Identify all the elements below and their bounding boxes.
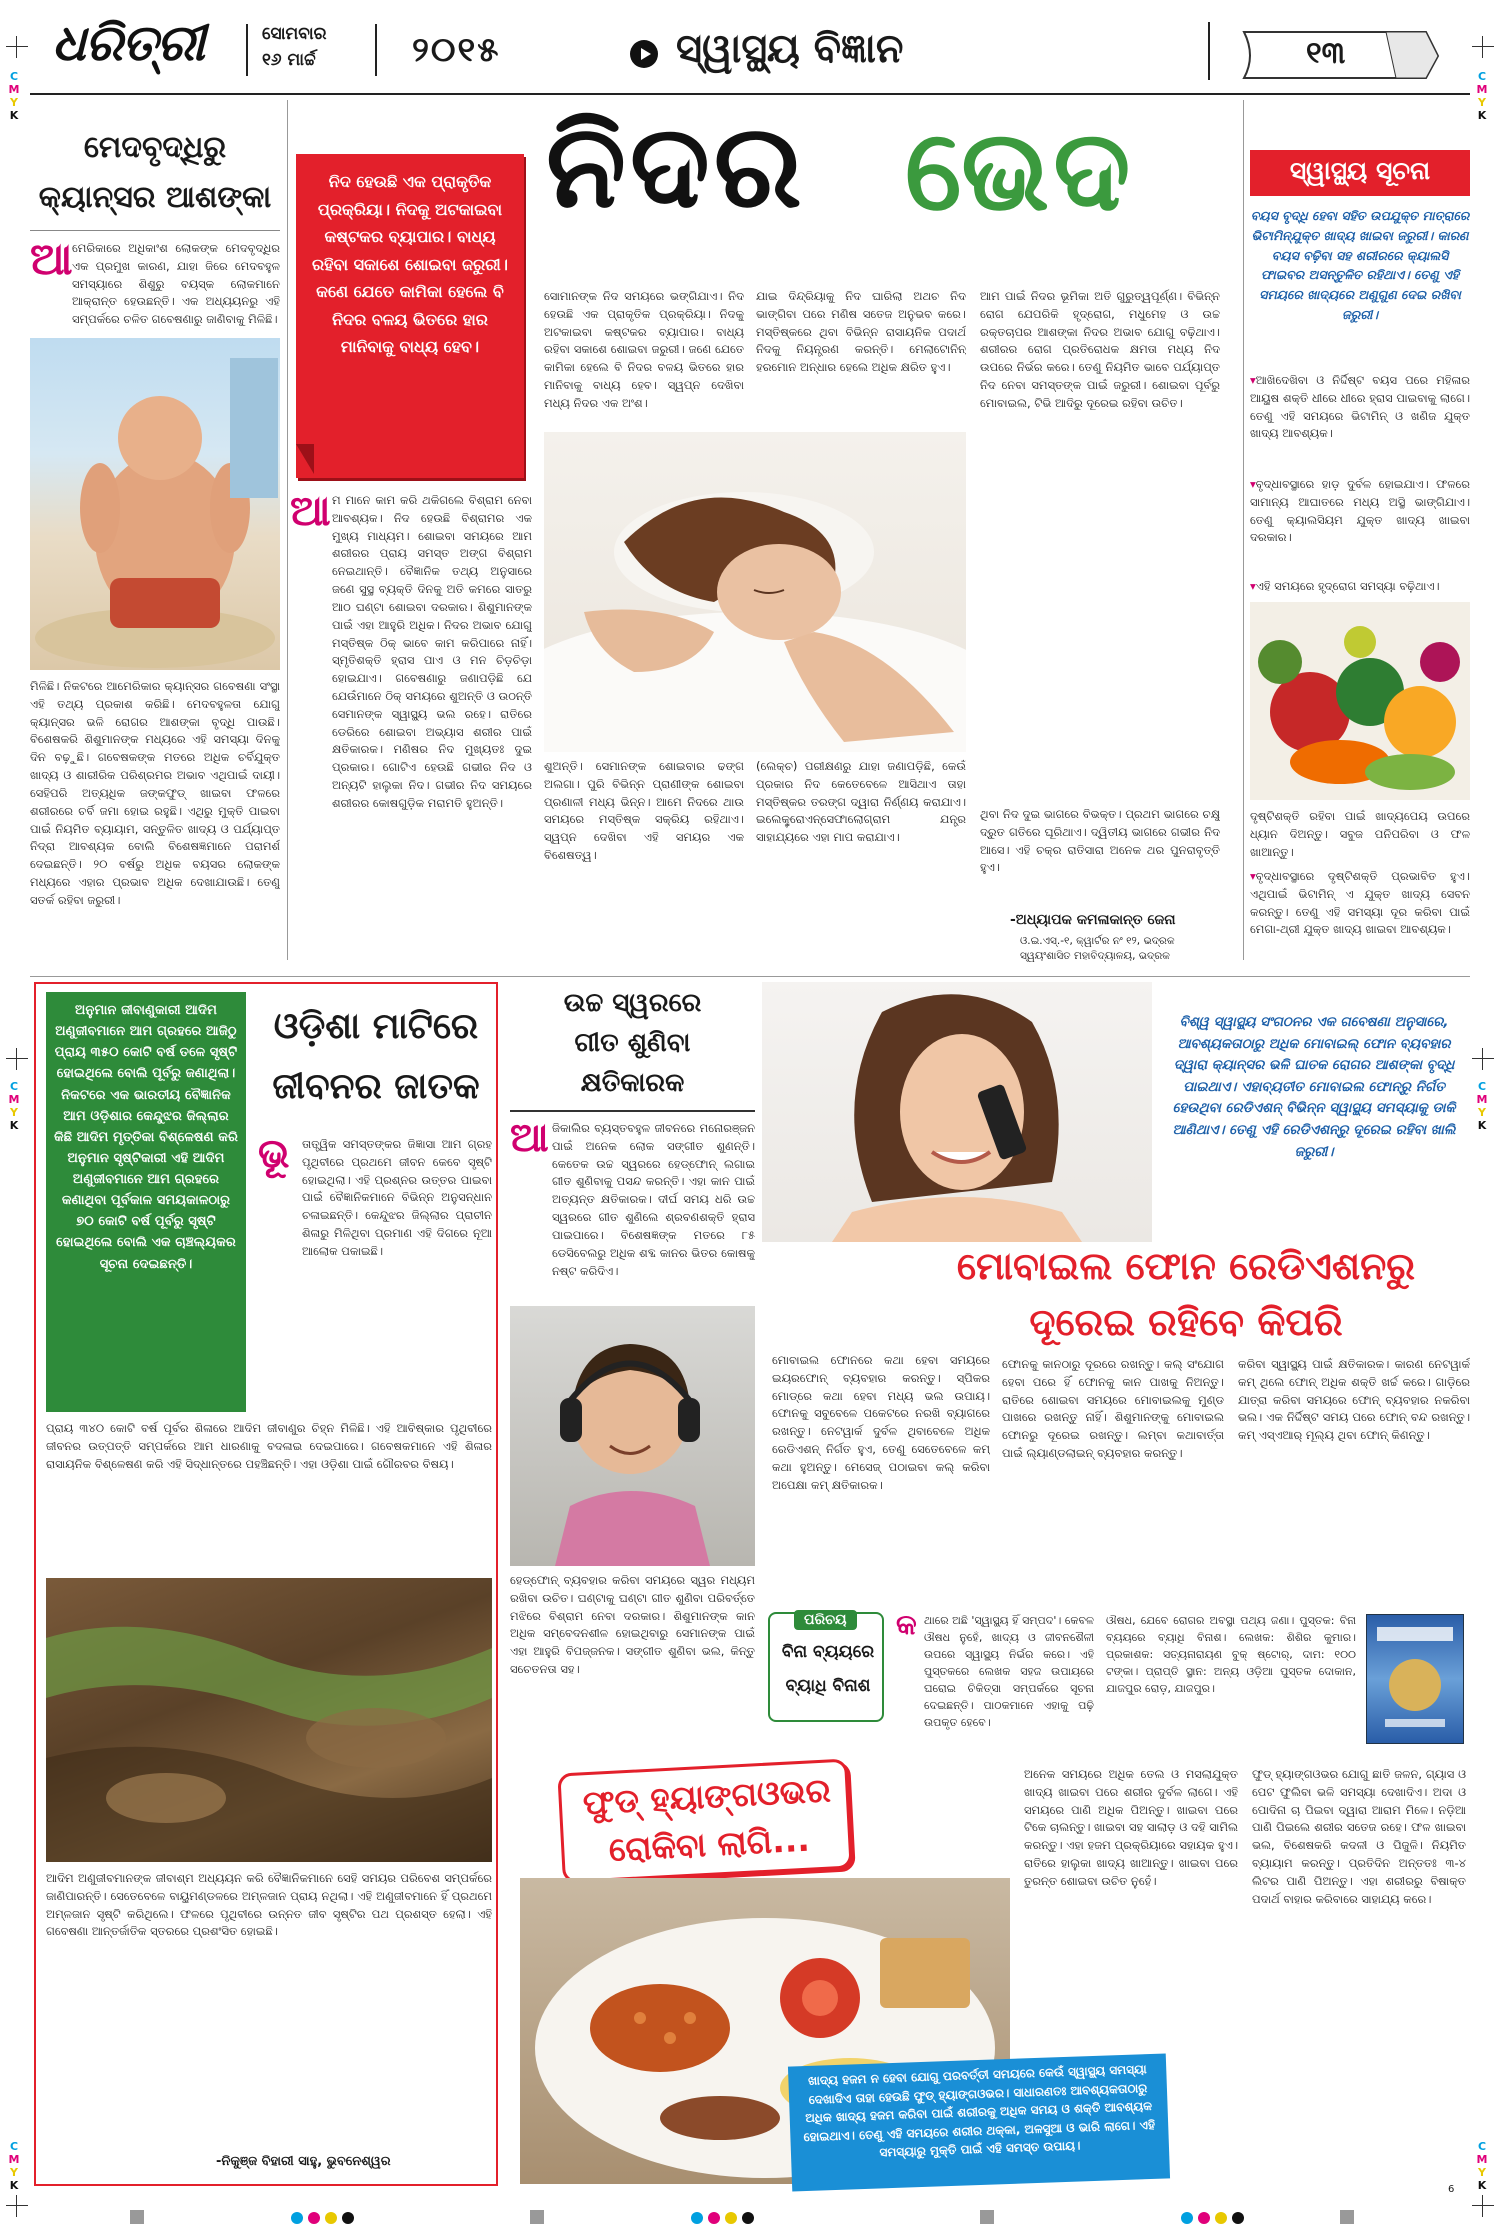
odisha-col-3: ଆଦିମ ଅଣୁଜୀବମାନଙ୍କ ଜୀବାଶ୍ମ ଅଧ୍ୟୟନ କରି ବୈଜ୍ଞାନିକମାନେ ସେହି ସମୟର ପରିବେଶ ସମ୍ପର୍କରେ ଜାଣିପାରନ୍ତି। ସେତେବେଳେ ବାୟୁମଣ୍ଡଳରେ ଅମ୍ଳଜାନ ପ୍ରାୟ ନଥିଲା। ଏହି ଅଣୁଜୀବମାନେ ହିଁ ପ୍ରଥମେ ଅମ୍ଳଜାନ ସୃଷ୍ଟି କରିଥିଲେ। ଫଳରେ ପୃଥିବୀରେ ଉନ୍ନତ ଜୀବ ସୃଷ୍ଟିର ପଥ ପ୍ରଶସ୍ତ ହେଲା। ଏହି ଗବେଷଣା ଆନ୍ତର୍ଜାତିକ ସ୍ତରରେ ପ୍ରଶଂସିତ ହୋଇଛି। (46, 1871, 492, 1939)
footer-page-mark: 6 (1448, 2184, 1455, 2195)
masthead (0, 0, 1500, 95)
headline-word-2: ଭେଦ (905, 106, 1135, 236)
red-box-fold (284, 444, 314, 474)
obese-child-photo (30, 338, 280, 670)
cmyk-y: Y (10, 96, 18, 109)
cmyk-m: M (8, 83, 20, 96)
music-dropcap: ଆ (510, 1115, 549, 1161)
masthead-divider-3 (1208, 22, 1210, 80)
section-rule-middle (30, 976, 1470, 977)
odisha-dropcap: ଭୂ (258, 1131, 290, 1177)
mobile-headline-2: ଦୂରେଇ ରହିବେ କିପରି (1029, 1300, 1343, 1344)
health-tips (1250, 150, 1470, 970)
cmyk-k: K (1477, 109, 1487, 122)
cmyk-k: K (1477, 2179, 1487, 2192)
health-tips-intro: ବୟସ ବୃଦ୍ଧି ହେବା ସହିତ ଉପଯୁକ୍ତ ମାତ୍ରାରେ ଭିଟାମିନ୍‌ଯୁକ୍ତ ଖାଦ୍ୟ ଖାଇବା ଜରୁରୀ। କାରଣ ବୟସ ବଢ଼ିବା ସହ ଶରୀରରେ କ୍ୟାଲସି ଫାଇବର ଅସନ୍ତୁଳିତ ରହିଥାଏ। ତେଣୁ ଏହି ସମୟରେ ଖାଦ୍ୟରେ ଅଣୁଗୁଣ ଦେଇ ରଖିବା ଜରୁରୀ। (1250, 208, 1470, 322)
footer-dots-3 (1180, 2210, 1250, 2229)
food-article (510, 1760, 1470, 2190)
cmyk-k: K (9, 109, 19, 122)
food-col-1: ଅନେକ ସମୟରେ ଅଧିକ ତେଲ ଓ ମସଲାଯୁକ୍ତ ଖାଦ୍ୟ ଖାଇବା ପରେ ଶରୀର ଦୁର୍ବଳ ଲାଗେ। ଏହି ସମୟରେ ପାଣି ଅଧିକ ପିଅନ୍ତୁ। ଖାଇବା ପରେ ଟିକେ ଚାଲନ୍ତୁ। ଖାଇବା ସହ ସାଲାଡ଼ ଓ ଦହି ସାମିଲ କରନ୍ତୁ। ଏହା ହଜମ ପ୍ରକ୍ରିୟାରେ ସହାୟକ ହୁଏ। ରାତିରେ ହାଲୁକା ଖାଦ୍ୟ ଖାଆନ୍ତୁ। ଖାଇବା ପରେ ତୁରନ୍ତ ଶୋଇବା ଉଚିତ ନୁହେଁ। (1024, 1767, 1238, 1888)
cmyk-strip-mid-right (1476, 1080, 1488, 1132)
registration-mark-top-left (6, 36, 28, 58)
masthead-date: ୧୬ ମାର୍ଚ୍ଚ (262, 50, 316, 70)
health-tip-4: ଦୃଷ୍ଟିଶକ୍ତି ରହିବା ପାଇଁ ଖାଦ୍ୟପେୟ ଉପରେ ଧ୍ୟାନ ଦିଅନ୍ତୁ। ସବୁଜ ପନିପରିବା ଓ ଫଳ ଖାଆନ୍ତୁ। (1250, 809, 1470, 859)
main-col-3: ଯାଇ ଦିନ୍ଦ୍ରିୟାକୁ ନିଦ ଘାରିଲା ଅଥଚ ନିଦ ଭାଙ୍ଗିବା ପରେ ମଣିଷ ସତେଜ ଅନୁଭବ କରେ। ମସ୍ତିଷ୍କରେ ଥିବା ବିଭିନ୍ନ ରାସାୟନିକ ପଦାର୍ଥ ନିଦକୁ ନିୟନ୍ତ୍ରଣ କରନ୍ତି। ମେଲାଟୋନିନ୍ ହରମୋନ ଅନ୍ଧାର ହେଲେ ଅଧିକ କ୍ଷରିତ ହୁଏ। (756, 289, 966, 375)
masthead-logo: ଧରିତ୍ରୀ (52, 14, 205, 72)
food-col-2: ଫୁଡ୍ ହ୍ୟାଙ୍ଗଓଭର ଯୋଗୁ ଛାତି ଜଳନ, ଗ୍ୟାସ ଓ ପେଟ ଫୁଲିବା ଭଳି ସମସ୍ୟା ଦେଖାଦିଏ। ଅଦା ଓ ପୋଦିନା ଚା ପିଇବା ଦ୍ୱାରା ଆରାମ ମିଳେ। ନଡ଼ିଆ ପାଣି ପିଇଲେ ଶରୀର ସତେଜ ରହେ। ଫଳ ଖାଇବା ଭଲ, ବିଶେଷକରି କଦଳୀ ଓ ପିଜୁଳି। ନିୟମିତ ବ୍ୟାୟାମ କରନ୍ତୁ। ପ୍ରତିଦିନ ଅନ୍ତତଃ ୩-୪ ଲିଟର ପାଣି ପିଅନ୍ତୁ। ଏହା ଶରୀରରୁ ବିଷାକ୍ତ ପଦାର୍ଥ ବାହାର କରିବାରେ ସାହାଯ୍ୟ କରେ। (1252, 1767, 1466, 1906)
vegetables-photo (1250, 602, 1470, 800)
main-col-4: ଆମ ପାଇଁ ନିଦର ଭୂମିକା ଅତି ଗୁରୁତ୍ୱପୂର୍ଣ୍ଣ। ବିଭିନ୍ନ ରୋଗ ଯେପରିକି ହୃଦ୍‌ରୋଗ, ମଧୁମେହ ଓ ଉଚ୍ଚ ରକ୍ତଚାପର ଆଶଙ୍କା ନିଦର ଅଭାବ ଯୋଗୁ ବଢ଼ିଥାଏ। ଶରୀରର ରୋଗ ପ୍ରତିରୋଧକ କ୍ଷମତା ମଧ୍ୟ ନିଦ ଉପରେ ନିର୍ଭର କରେ। ତେଣୁ ନିୟମିତ ଭାବେ ପର୍ଯ୍ୟାପ୍ତ ନିଦ ନେବା ସମସ୍ତଙ୍କ ପାଇଁ ଜରୁରୀ। ଶୋଇବା ପୂର୍ବରୁ ମୋବାଇଲ, ଟିଭି ଆଦିରୁ ଦୂରେଇ ରହିବା ଉଚିତ। (980, 289, 1220, 410)
cmyk-m: M (8, 1093, 20, 1106)
book-cover-image (1366, 1614, 1464, 1744)
footer-grey-block-4 (1340, 2210, 1354, 2224)
column-divider-2 (1243, 100, 1244, 960)
cmyk-c: C (9, 2140, 19, 2153)
food-headline-1: ଫୁଡ୍ ହ୍ୟାଙ୍ଗଓଭର (581, 1770, 832, 1823)
main-col-2: ସୋମାନଙ୍କ ନିଦ ସମୟରେ ଭଙ୍ଗିଯାଏ। ନିଦ ହେଉଛି ଏକ ପ୍ରାକୃତିକ ପ୍ରକ୍ରିୟା। ନିଦକୁ ଅଟକାଇବା କଷ୍ଟକର ବ୍ୟାପାର। ବାଧ୍ୟ ରହିବା ସକାଶେ ଶୋଇବା ଜରୁରୀ। ଜଣେ ଯେତେ କାମିକା ହେଲେ ବି ନିଦର ବଳୟ ଭିତରେ ହାର ମାନିବାକୁ ବାଧ୍ୟ ହେବ। ସ୍ୱପ୍ନ ଦେଖିବା ମଧ୍ୟ ନିଦର ଏକ ଅଂଶ। (544, 289, 744, 410)
cmyk-c: C (1477, 1080, 1487, 1093)
odisha-byline: -ନିକୁଞ୍ଜ ବିହାରୀ ସାହୁ, ଭୁବନେଶ୍ୱର (216, 2154, 391, 2169)
page-number: ୧୩ (1306, 36, 1346, 71)
cmyk-strip-top-right (1476, 70, 1488, 122)
health-tip-1 (1250, 372, 1470, 472)
music-body-2: ହେଡ୍‌ଫୋନ୍ ବ୍ୟବହାର କରିବା ସମୟରେ ସ୍ୱର ମଧ୍ୟମ ରଖିବା ଉଚିତ। ଘଣ୍ଟାକୁ ଘଣ୍ଟା ଗୀତ ଶୁଣିବା ପରିବର୍ତ୍ତେ ମଝିରେ ବିଶ୍ରାମ ନେବା ଦରକାର। ଶିଶୁମାନଙ୍କ କାନ ଅଧିକ ସମ୍ବେଦନଶୀଳ ହୋଇଥିବାରୁ ସେମାନଙ୍କ ପାଇଁ ଏହା ଆହୁରି ବିପଜ୍ଜନକ। ସଙ୍ଗୀତ ଶୁଣିବା ଭଲ, କିନ୍ତୁ ସଚେତନତା ସହ। (510, 1573, 755, 1677)
footer-dots-1 (290, 2210, 360, 2229)
main-col-1: ମ ମାନେ କାମ କରି ଥକିଗଲେ ବିଶ୍ରାମ ନେବା ଆବଶ୍ୟକ। ନିଦ ହେଉଛି ବିଶ୍ରାମର ଏକ ମୁଖ୍ୟ ମାଧ୍ୟମ। ଶୋଇବା ସମୟରେ ଆମ ଶରୀରର ପ୍ରାୟ ସମସ୍ତ ଅଙ୍ଗ ବିଶ୍ରାମ ନେଇଥାନ୍ତି। ବୈଜ୍ଞାନିକ ତଥ୍ୟ ଅନୁସାରେ ଜଣେ ସୁସ୍ଥ ବ୍ୟକ୍ତି ଦିନକୁ ଅତି କମରେ ସାତରୁ ଆଠ ଘଣ୍ଟା ଶୋଇବା ଦରକାର। ଶିଶୁମାନଙ୍କ ପାଇଁ ଏହା ଆହୁରି ଅଧିକ। ନିଦର ଅଭାବ ଯୋଗୁ ମସ୍ତିଷ୍କ ଠିକ୍ ଭାବେ କାମ କରିପାରେ ନାହିଁ। ସ୍ମୃତିଶକ୍ତି ହ୍ରାସ ପାଏ ଓ ମନ ଚିଡ଼ଚିଡ଼ା ହୋଇଯାଏ। ଗବେଷଣାରୁ ଜଣାପଡ଼ିଛି ଯେ ଯେଉଁମାନେ ଠିକ୍ ସମୟରେ ଶୁଅନ୍ତି ଓ ଉଠନ୍ତି ସେମାନଙ୍କ ସ୍ୱାସ୍ଥ୍ୟ ଭଲ ରହେ। ରାତିରେ ଡେରିରେ ଶୋଇବା ଅଭ୍ୟାସ ଶରୀର ପାଇଁ କ୍ଷତିକାରକ। ମଣିଷର ନିଦ ମୁଖ୍ୟତଃ ଦୁଇ ପ୍ରକାର। ଗୋଟିଏ ହେଉଛି ଗଭୀର ନିଦ ଓ ଅନ୍ୟଟି ହାଲୁକା ନିଦ। ଗଭୀର ନିଦ ସମୟରେ ଶରୀରର କୋଷଗୁଡ଼ିକ ମରାମତି ହୁଅନ୍ତି। (332, 493, 532, 810)
tip-1-text: ଆଖିଦେଖିବା ଓ ନିର୍ଦ୍ଦିଷ୍ଟ ବୟସ ପରେ ମହିଳାର ଆୟୁଷ ଶକ୍ତି ଧୀରେ ଧୀରେ ହ୍ରାସ ପାଇବାକୁ ଲାଗେ। ତେଣୁ ଏହି ସମୟରେ ଭିଟାମିନ୍ ଓ ଖଣିଜ ଯୁକ୍ତ ଖାଦ୍ୟ ଆବଶ୍ୟକ। (1250, 373, 1470, 441)
left-article-body: ମିଳିଛି। ନିକଟରେ ଆମେରିକାର କ୍ୟାନ୍ସର ଗବେଷଣା ସଂସ୍ଥା ଏହି ତଥ୍ୟ ପ୍ରକାଶ କରିଛି। ମେଦବହୁଳତା ଯୋଗୁ କ୍ୟାନ୍ସର ଭଳି ରୋଗର ଆଶଙ୍କା ବୃଦ୍ଧି ପାଉଛି। ବିଶେଷକରି ଶିଶୁମାନଙ୍କ ମଧ୍ୟରେ ଏହି ସମସ୍ୟା ଦିନକୁ ଦିନ ବଢ଼ୁଛି। ଗବେଷକଙ୍କ ମତରେ ଅଧିକ ଚର୍ବିଯୁକ୍ତ ଖାଦ୍ୟ ଓ ଶାରୀରିକ ପରିଶ୍ରମର ଅଭାବ ଏଥିପାଇଁ ଦାୟୀ। ସେହିପରି ଅତ୍ୟଧିକ ଜଙ୍କଫୁଡ୍ ଖାଇବା ଫଳରେ ଶରୀରରେ ଚର୍ବି ଜମା ହୋଇ ରହୁଛି। ଏଥିରୁ ମୁକ୍ତି ପାଇବା ପାଇଁ ନିୟମିତ ବ୍ୟାୟାମ, ସନ୍ତୁଳିତ ଖାଦ୍ୟ ଓ ପର୍ଯ୍ୟାପ୍ତ ନିଦ୍ରା ଆବଶ୍ୟକ ବୋଲି ବିଶେଷଜ୍ଞମାନେ ପରାମର୍ଶ ଦେଇଛନ୍ତି। ୨୦ ବର୍ଷରୁ ଅଧିକ ବୟସର ଲୋକଙ୍କ ମଧ୍ୟରେ ଏହାର ପ୍ରଭାବ ଅଧିକ ଦେଖାଯାଉଛି। ତେଣୁ ସତର୍କ ରହିବା ଜରୁରୀ। (30, 679, 280, 907)
headline-word-1: ନିଦର (546, 99, 806, 234)
music-title-1: ଉଚ୍ଚ ସ୍ୱରରେ (563, 988, 702, 1018)
tip-3-text: ଏହି ସମୟରେ ହୃଦ୍‌ରୋଗ ସମସ୍ୟା ବଢ଼ିଥାଏ। (1255, 579, 1440, 593)
cmyk-m: M (1476, 83, 1488, 96)
odisha-col-2: ପ୍ରାୟ ୩୪୦ କୋଟି ବର୍ଷ ପୂର୍ବର ଶିଳାରେ ଆଦିମ ଜୀବାଣୁର ଚିହ୍ନ ମିଳିଛି। ଏହି ଆବିଷ୍କାର ପୃଥିବୀରେ ଜୀବନର ଉତ୍ପତ୍ତି ସମ୍ପର୍କରେ ଆମ ଧାରଣାକୁ ବଦଳାଇ ଦେଇପାରେ। ଗବେଷକମାନେ ଏହି ଶିଳାର ରାସାୟନିକ ବିଶ୍ଳେଷଣ କରି ଏହି ସିଦ୍ଧାନ୍ତରେ ପହଞ୍ଚିଛନ୍ତି। ଏହା ଓଡ଼ିଶା ପାଇଁ ଗୌରବର ବିଷୟ। (46, 1421, 492, 1471)
main-bottom-1: ଶୁଅନ୍ତି। ସେମାନଙ୍କ ଶୋଇବାର ଢଙ୍ଗ ଅଲଗା। ପୁରି ବିଭିନ୍ନ ପ୍ରାଣୀଙ୍କ ଶୋଇବା ପ୍ରଣାଳୀ ମଧ୍ୟ ଭିନ୍ନ। ଆମେ ନିଦରେ ଥାଉ ସମୟରେ ମସ୍ତିଷ୍କ ସକ୍ରିୟ ରହିଥାଏ। ସ୍ୱପ୍ନ ଦେଖିବା ଏହି ସମୟର ଏକ ବିଶେଷତ୍ୱ। (544, 759, 744, 863)
music-title-3: କ୍ଷତିକାରକ (580, 1068, 685, 1098)
health-tip-2 (1250, 476, 1470, 576)
odisha-green-box (46, 992, 246, 1412)
book-review (762, 1606, 1470, 1756)
cmyk-m: M (1476, 1093, 1488, 1106)
music-title-rule (510, 1110, 755, 1112)
cmyk-m: M (1476, 2153, 1488, 2166)
masthead-divider-2 (375, 24, 377, 76)
registration-mark-mid-right (1472, 1048, 1494, 1070)
odisha-title-1: ଓଡ଼ିଶା ମାଟିରେ (273, 1006, 479, 1047)
main-article (290, 98, 1240, 968)
odisha-green-text: ଅନୁମାନ ଜୀବାଣୁକାରୀ ଆଦିମ ଅଣୁଜୀବମାନେ ଆମ ଗ୍ରହରେ ଆଜିଠୁ ପ୍ରାୟ ୩୫୦ କୋଟି ବର୍ଷ ତଳେ ସୃଷ୍ଟି ହୋଇଥିଲେ ବୋଲି ପୂର୍ବରୁ ଜଣାଥିଲା। ନିକଟରେ ଏକ ଭାରତୀୟ ବୈଜ୍ଞାନିକ ଆମ ଓଡ଼ିଶାର କେନ୍ଦୁଝର ଜିଲ୍ଲାର କିଛି ଆଦିମ ମୃତ୍ତିକା ବିଶ୍ଳେଷଣ କରି ଅନୁମାନ ସୃଷ୍ଟିକାରୀ ଏହି ଆଦିମ ଅଣୁଜୀବମାନେ ଆମ ଗ୍ରହରେ କଣାଥିବା ପୂର୍ବକାଳ ସମୟକାଳଠାରୁ ୭୦ କୋଟି ବର୍ଷ ପୂର୍ବରୁ ସୃଷ୍ଟି ହୋଇଥିଲେ ବୋଲି ଏକ ଚାଞ୍ଚଲ୍ୟକର ସୂଚନା ଦେଇଛନ୍ତି। (54, 1003, 238, 1272)
main-dropcap: ଆ (290, 486, 331, 535)
cmyk-c: C (9, 70, 19, 83)
tip-5-text: ବୃଦ୍ଧାବସ୍ଥାରେ ଦୃଷ୍ଟିଶକ୍ତି ପ୍ରଭାବିତ ହୁଏ। ଏଥିପାଇଁ ଭିଟାମିନ୍ ଏ ଯୁକ୍ତ ଖାଦ୍ୟ ସେବନ କରନ୍ତୁ। ତେଣୁ ଏହି ସମସ୍ୟା ଦୂର କରିବା ପାଇଁ ମେଗା-ଥ୍ରୀ ଯୁକ୍ତ ଖାଦ୍ୟ ଖାଇବା ଆବଶ୍ୟକ। (1250, 869, 1470, 937)
cmyk-y: Y (10, 1106, 18, 1119)
woman-phone-photo (762, 982, 1152, 1242)
bullet-icon: ▾ (1250, 579, 1256, 593)
music-body-1: ଜିକାଲିର ବ୍ୟସ୍ତବହୁଳ ଜୀବନରେ ମନୋରଞ୍ଜନ ପାଇଁ ଅନେକ ଲୋକ ସଙ୍ଗୀତ ଶୁଣନ୍ତି। କେତେକ ଉଚ୍ଚ ସ୍ୱରରେ ହେଡ୍‌ଫୋନ୍ ଲଗାଇ ଗୀତ ଶୁଣିବାକୁ ପସନ୍ଦ କରନ୍ତି। ଏହା କାନ ପାଇଁ ଅତ୍ୟନ୍ତ କ୍ଷତିକାରକ। ଦୀର୍ଘ ସମୟ ଧରି ଉଚ୍ଚ ସ୍ୱରରେ ଗୀତ ଶୁଣିଲେ ଶ୍ରବଣଶକ୍ତି ହ୍ରାସ ପାଇପାରେ। ବିଶେଷଜ୍ଞଙ୍କ ମତରେ ୮୫ ଡେସିବେଲରୁ ଅଧିକ ଶବ୍ଦ କାନର ଭିତର କୋଷକୁ ନଷ୍ଟ କରିଦିଏ। (552, 1121, 755, 1278)
cmyk-y: Y (1478, 2166, 1486, 2179)
page-number-tab (1236, 26, 1446, 84)
cmyk-c: C (9, 1080, 19, 1093)
cmyk-k: K (1477, 1119, 1487, 1132)
cmyk-k: K (9, 2179, 19, 2192)
mobile-col-1: ମୋବାଇଲ ଫୋନରେ କଥା ହେବା ସମୟରେ ଇୟରଫୋନ୍ ବ୍ୟବହାର କରନ୍ତୁ। ସ୍ପିକର ମୋଡ୍‌ରେ କଥା ହେବା ମଧ୍ୟ ଭଲ ଉପାୟ। ଫୋନକୁ ସବୁବେଳେ ପକେଟରେ ନରଖି ବ୍ୟାଗରେ ରଖନ୍ତୁ। ନେଟୱାର୍କ ଦୁର୍ବଳ ଥିବାବେଳେ ଅଧିକ ରେଡିଏଶନ୍ ନିର୍ଗତ ହୁଏ, ତେଣୁ ସେତେବେଳେ କମ୍ କଥା ହୁଅନ୍ତୁ। ମେସେଜ୍ ପଠାଇବା କଲ୍ କରିବା ଅପେକ୍ଷା କମ୍ କ୍ଷତିକାରକ। (772, 1353, 990, 1492)
masthead-rule (30, 93, 1470, 95)
mobile-article (762, 982, 1470, 1602)
cmyk-strip-bottom-left (8, 2140, 20, 2192)
left-article-rule (30, 230, 280, 231)
book-review-title-1: ବିନା ବ୍ୟୟରେ (781, 1642, 875, 1662)
cmyk-c: C (1477, 70, 1487, 83)
health-tip-5 (1250, 868, 1470, 968)
registration-mark-mid-left (6, 1048, 28, 1070)
main-bottom-3: ଥିବା ନିଦ ଦୁଇ ଭାଗରେ ବିଭକ୍ତ। ପ୍ରଥମ ଭାଗରେ ଚକ୍ଷୁ ଦ୍ରୁତ ଗତିରେ ଘୂରିଥାଏ। ଦ୍ୱିତୀୟ ଭାଗରେ ଗଭୀର ନିଦ ଆସେ। ଏହି ଚକ୍ର ରାତିସାରା ଅନେକ ଥର ପୁନରାବୃତ୍ତି ହୁଏ। (980, 807, 1220, 875)
sleeping-woman-photo (544, 432, 966, 752)
health-tips-header (1250, 150, 1470, 196)
left-article-title-2: କ୍ୟାନ୍ସର ଆଶଙ୍କା (38, 180, 272, 215)
footer (0, 2184, 1500, 2233)
footer-dots-2 (690, 2210, 760, 2229)
section-title: ସ୍ୱାସ୍ଥ୍ୟ ବିଜ୍ଞାନ (676, 26, 904, 72)
tip-2-text: ବୃଦ୍ଧାବସ୍ଥାରେ ହାଡ଼ ଦୁର୍ବଳ ହୋଇଯାଏ। ଫଳରେ ସାମାନ୍ୟ ଆଘାତରେ ମଧ୍ୟ ଅସ୍ଥି ଭାଙ୍ଗିଯାଏ। ତେଣୁ କ୍ୟାଲସିୟମ ଯୁକ୍ତ ଖାଦ୍ୟ ଖାଇବା ଦରକାର। (1250, 477, 1470, 545)
left-article (30, 100, 280, 960)
footer-grey-block-2 (530, 2210, 544, 2224)
mobile-col-3: କରିବା ସ୍ୱାସ୍ଥ୍ୟ ପାଇଁ କ୍ଷତିକାରକ। କାରଣ ନେଟୱାର୍କ କମ୍ ଥିଲେ ଫୋନ୍ ଅଧିକ ଶକ୍ତି ଖର୍ଚ୍ଚ କରେ। ଗାଡ଼ିରେ ଯାତ୍ରା କରିବା ସମୟରେ ଫୋନ୍ ବ୍ୟବହାର ନକରିବା ଭଲ। ଏକ ନିର୍ଦ୍ଦିଷ୍ଟ ସମୟ ପରେ ଫୋନ୍ ବନ୍ଦ ରଖନ୍ତୁ। କମ୍ ଏସ୍‌ଏଆର୍ ମୂଲ୍ୟ ଥିବା ଫୋନ୍ କିଣନ୍ତୁ। (1238, 1357, 1470, 1443)
left-article-title-1: ମେଦବୃଦ୍ଧିରୁ (83, 130, 227, 165)
red-quote-box (296, 154, 524, 478)
book-review-tag-box (768, 1612, 884, 1722)
health-tips-title: ସ୍ୱାସ୍ଥ୍ୟ ସୂଚନା (1289, 156, 1431, 185)
cmyk-strip-top-left (8, 70, 20, 122)
cmyk-m: M (8, 2153, 20, 2166)
left-article-dropcap: ଆ (30, 234, 73, 285)
footer-grey-block-3 (980, 2210, 994, 2224)
book-review-dropcap: କ (896, 1608, 917, 1641)
cmyk-c: C (1477, 2140, 1487, 2153)
left-article-intro: ମେରିକାରେ ଅଧିକାଂଶ ଲୋକଙ୍କ ମେଦବୃଦ୍ଧିର ଏକ ପ୍ରମୁଖ କାରଣ, ଯାହା ଜିରେ ମେଦବହୁଳ ସମସ୍ୟାରେ ଶିଶୁରୁ ବୟସ୍କ ଲୋକମାନେ ଆକ୍ରାନ୍ତ ହେଉଛନ୍ତି। ଏକ ଅଧ୍ୟୟନରୁ ଏହି ସମ୍ପର୍କରେ ଚଳିତ ଗବେଷଣାରୁ ଜାଣିବାକୁ ମିଳିଛି। (72, 241, 280, 327)
music-article (510, 982, 755, 1702)
footer-grey-block-1 (130, 2210, 144, 2224)
cmyk-y: Y (1478, 1106, 1486, 1119)
play-icon (630, 40, 658, 68)
odisha-col-1: ତାତ୍ତ୍ୱିକ ସମସ୍ତଙ୍କର ଜିଜ୍ଞାସା ଆମ ଗ୍ରହ ପୃଥିବୀରେ ପ୍ରଥମେ ଜୀବନ କେବେ ସୃଷ୍ଟି ହୋଇଥିଲା। ଏହି ପ୍ରଶ୍ନର ଉତ୍ତର ପାଇବା ପାଇଁ ବୈଜ୍ଞାନିକମାନେ ବିଭିନ୍ନ ଅନୁସନ୍ଧାନ ଚଳାଇଛନ୍ତି। କେନ୍ଦୁଝର ଜିଲ୍ଲାର ପ୍ରାଚୀନ ଶିଳାରୁ ମିଳିଥିବା ପ୍ରମାଣ ଏହି ଦିଗରେ ନୂଆ ଆଲୋକ ପକାଇଛି। (302, 1137, 492, 1258)
bullet-icon: ▾ (1250, 373, 1256, 387)
masthead-day: ସୋମବାର (262, 24, 327, 44)
mobile-col-2: ଫୋନକୁ କାନଠାରୁ ଦୂରରେ ରଖନ୍ତୁ। କଲ୍ ସଂଯୋଗ ହେବା ପରେ ହିଁ ଫୋନକୁ କାନ ପାଖକୁ ନିଅନ୍ତୁ। ରାତିରେ ଶୋଇବା ସମୟରେ ମୋବାଇଲକୁ ମୁଣ୍ଡ ପାଖରେ ରଖନ୍ତୁ ନାହିଁ। ଶିଶୁମାନଙ୍କୁ ମୋବାଇଲ ଫୋନରୁ ଦୂରେଇ ରଖନ୍ତୁ। ଲମ୍ବା କଥାବାର୍ତ୍ତା ପାଇଁ ଲ୍ୟାଣ୍ଡଲାଇନ୍ ବ୍ୟବହାର କରନ୍ତୁ। (1002, 1357, 1224, 1461)
book-review-title-2: ବ୍ୟାଧି ବିନାଶ (785, 1676, 871, 1696)
cmyk-strip-mid-left (8, 1080, 20, 1132)
food-blue-text: ଖାଦ୍ୟ ହଜମ ନ ହେବା ଯୋଗୁ ପରବର୍ତ୍ତୀ ସମୟରେ କେଉଁ ସ୍ୱାସ୍ଥ୍ୟ ସମସ୍ୟା ଦେଖାଦିଏ ତାହା ହେଉଛି ଫୁଡ୍ ହ୍ୟାଙ୍ଗଓଭର। ସାଧାରଣତଃ ଆବଶ୍ୟକତାଠାରୁ ଅଧିକ ଖାଦ୍ୟ ହଜମ କରିବା ପାଇଁ ଶରୀରକୁ ଅଧିକ ସମୟ ଓ ଶକ୍ତି ଆବଶ୍ୟକ ହୋଇଥାଏ। ତେଣୁ ଏହି ସମୟରେ ଶରୀର ଥକ୍କା, ଅଳସୁଆ ଓ ଭାରି ଲାଗେ। ଏହି ସମସ୍ୟାରୁ ମୁକ୍ତି ପାଇଁ ଏହି ସମସ୍ତ ଉପାୟ। (803, 2062, 1156, 2160)
cmyk-k: K (9, 1119, 19, 1132)
music-title-2: ଗୀତ ଶୁଣିବା (574, 1028, 691, 1058)
odisha-article (34, 982, 498, 2186)
girl-headphones-photo (510, 1306, 755, 1566)
column-divider-1 (287, 100, 288, 960)
cmyk-y: Y (1478, 96, 1486, 109)
bullet-icon: ▾ (1250, 477, 1256, 491)
masthead-year: ୨୦୧୫ (412, 30, 501, 70)
soil-rock-photo (46, 1578, 492, 1862)
main-byline-address: ଓ.ଇ.ଏସ୍.-୧, କ୍ୱାର୍ଟର ନଂ ୧୨, ଭଦ୍ରକ ସ୍ୱୟଂଶାସିତ ମହାବିଦ୍ୟାଳୟ, ଭଦ୍ରକ (1020, 935, 1175, 963)
red-quote-text: ନିଦ ହେଉଛି ଏକ ପ୍ରାକୃତିକ ପ୍ରକ୍ରିୟା। ନିଦକୁ ଅଟକାଇବା କଷ୍ଟକର ବ୍ୟାପାର। ବାଧ୍ୟ ରହିବା ସକାଶେ ଶୋଇବା ଜରୁରୀ। କଣେ ଯେତେ କାମିକା ହେଲେ ବି ନିଦର ବଳୟ ଭିତରେ ହାର ମାନିବାକୁ ବାଧ୍ୟ ହେବ। (312, 172, 508, 357)
main-bottom-2: (ଲେକ୍ଚ) ପରୀକ୍ଷଣରୁ ଯାହା ଜଣାପଡ଼ିଛି, କେଉଁ ପ୍ରକାର ନିଦ କେତେବେଳେ ଆସିଥାଏ ତାହା ମସ୍ତିଷ୍କର ତରଙ୍ଗ ଦ୍ୱାରା ନିର୍ଣ୍ଣୟ କରାଯାଏ। ଇଲେକ୍ଟ୍ରୋଏନ୍ସେଫାଲୋଗ୍ରାମ ଯନ୍ତ୍ର ସାହାଯ୍ୟରେ ଏହା ମାପ କରାଯାଏ। (756, 759, 966, 845)
mobile-headline-1: ମୋବାଇଲ ଫୋନ ରେଡିଏଶନରୁ (956, 1244, 1416, 1288)
main-byline-name: -ଅଧ୍ୟାପକ କମଳାକାନ୍ତ ଜେନା (1010, 912, 1176, 928)
food-headline-2: ରୋକିବା ଲାଗି... (607, 1819, 811, 1870)
mobile-callout: ବିଶ୍ୱ ସ୍ୱାସ୍ଥ୍ୟ ସଂଗଠନର ଏକ ଗବେଷଣା ଅନୁସାରେ, ଆବଶ୍ୟକତାଠାରୁ ଅଧିକ ମୋବାଇଲ୍ ଫୋନ ବ୍ୟବହାର ଦ୍ୱାରା କ୍ୟାନ୍ସର ଭଳି ଘାତକ ରୋଗର ଆଶଙ୍କା ବୃଦ୍ଧି ପାଇଥାଏ। ଏହାବ୍ୟତୀତ ମୋବାଇଲ ଫୋନ୍‌ରୁ ନିର୍ଗତ ହେଉଥିବା ରେଡିଏଶନ୍ ବିଭିନ୍ନ ସ୍ୱାସ୍ଥ୍ୟ ସମସ୍ୟାକୁ ଡାକି ଆଣିଥାଏ। ତେଣୁ ଏହି ରେଡିଏଶନ୍‌ରୁ ଦୂରେଇ ରହିବା ଖାଲି ଜରୁରୀ। (1172, 1014, 1456, 1160)
book-review-details: ଔଷଧ, ଯେବେ ରୋଗର ଅବସ୍ଥା ପଥ୍ୟ ଜଣା। ପୁସ୍ତକ: ବିନା ବ୍ୟୟରେ ବ୍ୟାଧି ବିନାଶ। ଲେଖକ: ଶିଶିର କୁମାର। ପ୍ରକାଶକ: ସତ୍ୟନାରାୟଣ ବୁକ୍ ଷ୍ଟୋର୍, ଦାମ: ୧୦୦ ଟଙ୍କା। ପ୍ରାପ୍ତି ସ୍ଥାନ: ଅନ୍ୟ ଓଡ଼ିଆ ପୁସ୍ତକ ଦୋକାନ, ଯାଜପୁର ରୋଡ଼, ଯାଜପୁର। (1106, 1614, 1356, 1696)
registration-mark-top-right (1472, 36, 1494, 58)
odisha-title-2: ଜୀବନର ଜାତକ (272, 1066, 480, 1107)
bullet-icon: ▾ (1250, 869, 1256, 883)
book-review-tag: ପରିଚୟ (794, 1610, 857, 1630)
health-tip-3 (1250, 578, 1470, 598)
food-headline-box (557, 1758, 852, 1883)
cmyk-y: Y (10, 2166, 18, 2179)
cmyk-strip-bottom-right (1476, 2140, 1488, 2192)
masthead-divider-1 (246, 24, 248, 76)
book-review-body: ଥାରେ ଅଛି 'ସ୍ୱାସ୍ଥ୍ୟ ହିଁ ସମ୍ପଦ'। କେବଳ ଔଷଧ ନୁହେଁ, ଖାଦ୍ୟ ଓ ଜୀବନଶୈଳୀ ଉପରେ ସ୍ୱାସ୍ଥ୍ୟ ନିର୍ଭର କରେ। ଏହି ପୁସ୍ତକରେ ଲେଖକ ସହଜ ଉପାୟରେ ଘରୋଇ ଚିକିତ୍ସା ସମ୍ପର୍କରେ ସୂଚନା ଦେଇଛନ୍ତି। ପାଠକମାନେ ଏହାକୁ ପଢ଼ି ଉପକୃତ ହେବେ। (924, 1614, 1094, 1730)
